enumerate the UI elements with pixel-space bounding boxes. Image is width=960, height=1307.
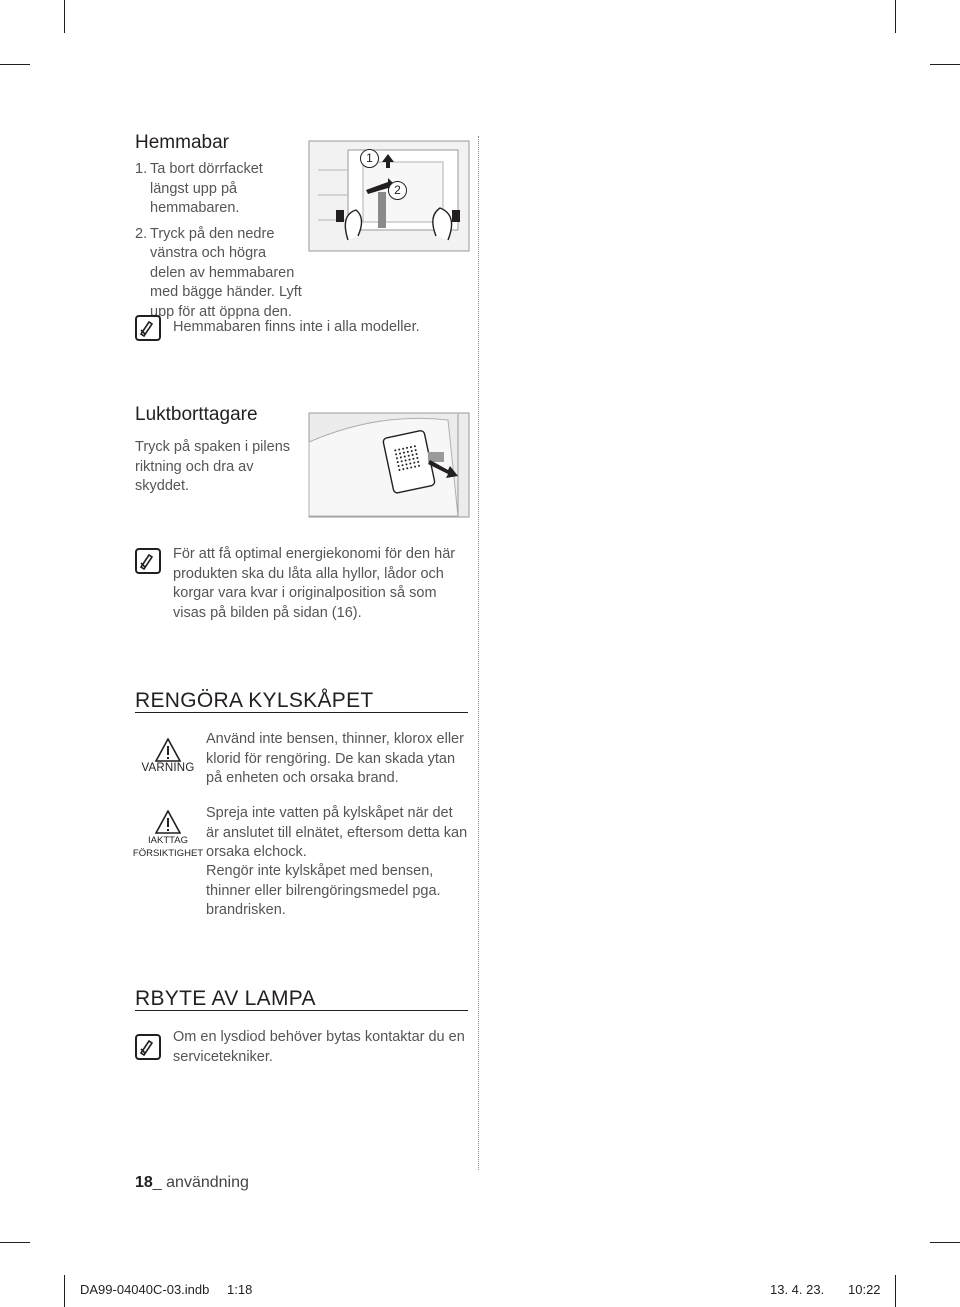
luktborttagare-text: Tryck på spaken i pilens riktning och dra av skyddet.	[135, 439, 291, 494]
crop-mark	[930, 64, 960, 65]
warning-text: Använd inte bensen, thinner, klorox eller klorid för rengöring. De kan skada ytan på enheten och orsaka brand.	[206, 731, 464, 786]
page-label: _ användning	[152, 1174, 249, 1191]
hemmabar-steps	[135, 160, 305, 322]
section-rule	[135, 712, 468, 713]
rbyte-note: Om en lysdiod behöver bytas kontaktar du en servicetekniker.	[173, 1029, 465, 1065]
hemmabar-illustration	[308, 140, 470, 252]
page-number: 18	[135, 1174, 153, 1191]
slug-time: 10:22	[848, 1282, 881, 1297]
rbyte-title: RBYTE AV LAMPA	[135, 987, 316, 1010]
caution-icon	[155, 810, 181, 834]
warning-icon	[155, 738, 181, 762]
luktborttagare-title: Luktborttagare	[135, 404, 258, 425]
page-footer	[135, 1174, 249, 1192]
caution-text-1: Spreja inte vatten på kylskåpet när det är anslutet till elnätet, eftersom detta kan orsaka elchock.	[206, 805, 468, 860]
caution-text-2: Rengör inte kylskåpet med bensen, thinner eller bilrengöringsmedel pga. brandrisken.	[206, 863, 441, 918]
note-icon	[135, 1034, 161, 1060]
slug-page: 1:18	[227, 1282, 253, 1297]
energy-note: För att få optimal energiekonomi för den här produkten ska du låta alla hyllor, lådor och korgar vara kvar i originalposition så som visas på bilden på sidan (16).	[173, 546, 456, 621]
crop-mark	[0, 64, 30, 65]
column-divider	[478, 136, 479, 1170]
hemmabar-note: Hemmabaren finns inte i alla modeller.	[173, 319, 420, 335]
crop-mark	[895, 1275, 896, 1307]
figure-label-1: 1	[360, 149, 379, 168]
crop-mark	[930, 1242, 960, 1243]
figure-label-2: 2	[388, 181, 407, 200]
luktborttagare-illustration	[308, 412, 470, 518]
caution-label	[130, 834, 206, 860]
note-icon	[135, 548, 161, 574]
slug-date: 13. 4. 23.	[770, 1282, 825, 1297]
caution-label-line: IAKTTAG	[148, 835, 188, 846]
crop-mark	[0, 1242, 30, 1243]
hemmabar-title: Hemmabar	[135, 132, 229, 153]
list-item: 2. Tryck på den nedre vänstra och högra delen av hemmabaren med bägge händer. Lyft upp för att öppna den.	[135, 225, 302, 320]
rengora-title: RENGÖRA KYLSKÅPET	[135, 689, 374, 712]
slug-file: DA99-04040C-03.indb	[80, 1282, 210, 1297]
list-item: 1. Ta bort dörrfacket längst upp på hemmabaren.	[135, 161, 263, 216]
crop-mark	[64, 1275, 65, 1307]
section-rule	[135, 1010, 468, 1011]
crop-mark	[895, 0, 896, 33]
note-icon	[135, 315, 161, 341]
crop-mark	[64, 0, 65, 33]
warning-label: VARNING	[141, 762, 195, 774]
caution-label-line: FÖRSIKTIGHET	[132, 848, 204, 859]
